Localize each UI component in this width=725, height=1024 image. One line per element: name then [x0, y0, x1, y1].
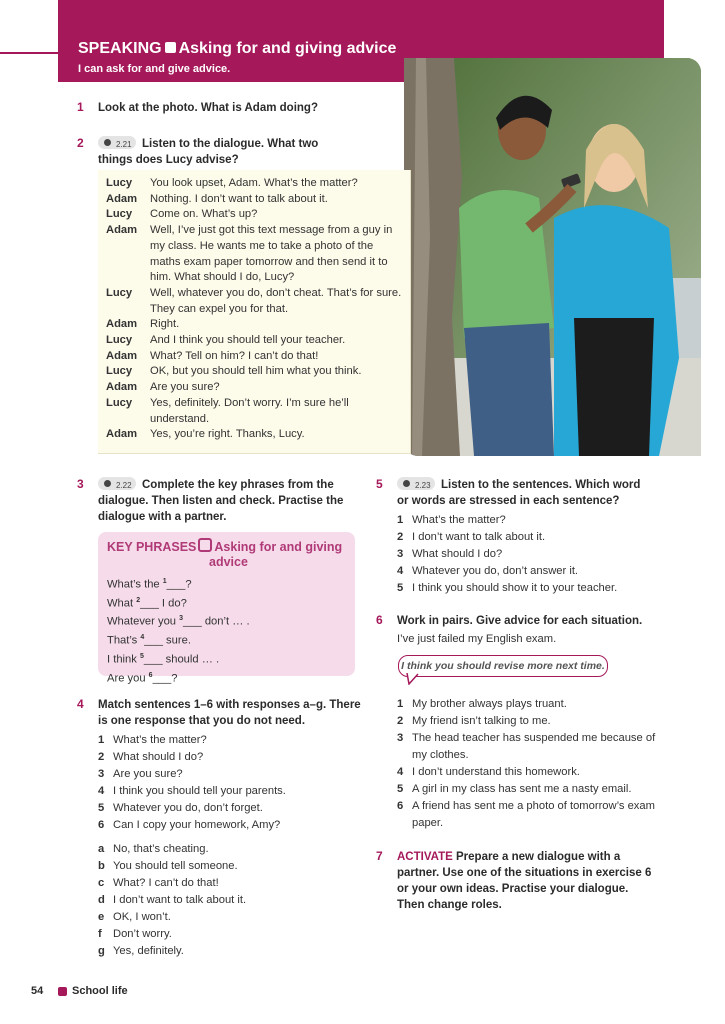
photo-adam-and-lucy — [404, 58, 701, 456]
speaker-name: Adam — [106, 428, 138, 441]
key-phrase — [107, 593, 250, 612]
item-number: f — [98, 928, 102, 940]
dialogue-line — [106, 176, 404, 192]
dialogue-box — [98, 170, 411, 454]
list-item — [397, 764, 659, 781]
item-text: I don’t understand this homework. — [412, 766, 580, 778]
track-number: 2.21 — [116, 140, 132, 149]
item-number: 1 — [98, 734, 105, 746]
phrase-text: I think — [107, 653, 140, 666]
item-text: Whatever you do, don’t forget. — [113, 802, 263, 814]
list-item — [397, 696, 659, 713]
list-item — [397, 781, 659, 798]
instruction-line: Listen to the dialogue. What two — [142, 138, 319, 150]
exercise-number: 1 — [77, 100, 84, 114]
exercise-6-instruction: Work in pairs. Give advice for each situation. — [397, 615, 643, 627]
dialogue-line — [106, 317, 404, 333]
dialogue-text: Right. — [150, 318, 180, 331]
dialogue-line — [106, 286, 404, 317]
instruction-line: dialogue with a partner. — [98, 511, 227, 523]
list-item — [98, 858, 368, 875]
instruction-line: things does Lucy advise? — [98, 154, 239, 166]
item-text: Can I copy your homework, Amy? — [113, 819, 281, 831]
gap-number: 5 — [139, 652, 144, 660]
instruction-line: Listen to the sentences. Which word — [441, 479, 641, 491]
instruction-line: Match sentences 1–6 with responses a–g. There — [98, 699, 361, 711]
phrase-text: ___ don’t … . — [183, 616, 250, 629]
item-text: What’s the matter? — [113, 734, 207, 746]
gap-number: 1 — [162, 578, 167, 585]
gap-number: 3 — [179, 615, 184, 623]
list-item — [98, 783, 368, 800]
item-number: 3 — [397, 548, 404, 560]
list-item — [397, 580, 667, 597]
item-text: What should I do? — [113, 751, 204, 763]
item-text: A girl in my class has sent me a nasty email. — [412, 783, 632, 795]
stress-sentence-list — [397, 512, 667, 597]
exercise-2-instruction — [98, 136, 398, 168]
item-number: 1 — [397, 698, 404, 710]
phrase-text: ___ sure. — [144, 634, 191, 647]
exercise-1-instruction: Look at the photo. What is Adam doing? — [98, 102, 318, 114]
item-number: 1 — [397, 514, 404, 526]
speaker-name: Lucy — [106, 334, 133, 347]
list-item — [98, 909, 368, 926]
dialogue-line — [106, 427, 404, 443]
phrase-text: Whatever you — [107, 616, 180, 629]
list-item — [98, 817, 368, 834]
item-number: 2 — [98, 751, 105, 763]
key-phrases-heading: Asking for and giving — [214, 540, 343, 554]
list-item — [397, 713, 659, 730]
item-text: What should I do? — [412, 548, 503, 560]
dialogue-text: Nothing. I don’t want to talk about it. — [150, 192, 328, 205]
exercise-number: 4 — [77, 697, 84, 711]
exercise-number: 3 — [77, 477, 84, 491]
phrase-text: ___? — [152, 672, 178, 685]
item-text: OK, I won’t. — [113, 911, 171, 923]
item-number: 5 — [98, 802, 105, 814]
speaker-name: Lucy — [106, 365, 133, 378]
dialogue-text: Well, I’ve just got this text message from a guy in my class. He wants me to take a photo of the maths exam paper tomorrow and then send it to him. What should I do, Lucy? — [150, 224, 393, 284]
dialogue-line — [106, 380, 404, 396]
key-phrases-heading-cont: advice — [209, 555, 248, 569]
key-phrase — [107, 649, 250, 668]
item-text: Whatever you do, don’t answer it. — [412, 565, 579, 577]
dialogue-line — [106, 333, 404, 349]
instruction-line: or words are stressed in each sentence? — [397, 495, 620, 507]
dialogue-line — [106, 223, 404, 286]
dialogue-text: What? Tell on him? I can’t do that! — [150, 349, 319, 362]
dialogue-text: Are you sure? — [150, 381, 220, 394]
instruction-line: Complete the key phrases from the — [142, 479, 334, 491]
list-item — [98, 875, 368, 892]
phrase-text: ___ I do? — [140, 597, 187, 610]
item-text: You should tell someone. — [113, 860, 238, 872]
key-phrases-label: KEY PHRASES — [107, 540, 197, 554]
list-item — [397, 798, 659, 832]
item-number: g — [98, 945, 105, 957]
audio-cd-icon[interactable] — [98, 477, 136, 490]
key-phrase — [107, 574, 250, 593]
square-icon — [58, 987, 67, 996]
header-rule — [0, 52, 58, 54]
list-item — [98, 732, 368, 749]
exercise-7-instruction — [397, 849, 667, 913]
speech-bubble: I think you should revise more next time. — [398, 655, 608, 677]
speaker-name: Adam — [106, 381, 138, 394]
exercise-number: 5 — [376, 477, 383, 491]
instruction-line: Then change roles. — [397, 899, 502, 911]
exercise-4-instruction — [98, 697, 368, 729]
list-item — [98, 841, 368, 858]
exercise-number: 2 — [77, 136, 84, 150]
item-text: A friend has sent me a photo of tomorrow’s exam paper. — [412, 800, 655, 829]
list-item — [98, 943, 368, 960]
instruction-line: dialogue. Then listen and check. Practise the — [98, 495, 344, 507]
situation-list — [397, 696, 659, 832]
item-text: No, that’s cheating. — [113, 843, 209, 855]
item-number: 6 — [98, 819, 105, 831]
item-number: 2 — [397, 531, 404, 543]
speaker-name: Adam — [106, 318, 138, 331]
item-text: My brother always plays truant. — [412, 698, 567, 710]
list-item — [98, 766, 368, 783]
dialogue-text: OK, but you should tell him what you think. — [150, 365, 362, 378]
audio-cd-icon[interactable] — [98, 136, 136, 149]
key-phrases-title — [107, 538, 347, 570]
section-title — [78, 40, 396, 58]
phrase-text: Are you — [107, 672, 149, 685]
track-number: 2.23 — [415, 481, 431, 490]
list-item — [98, 800, 368, 817]
item-number: 4 — [397, 565, 404, 577]
phrase-text: What — [107, 597, 137, 610]
dialogue-line — [106, 207, 404, 223]
audio-cd-icon[interactable] — [397, 477, 435, 490]
response-list — [98, 841, 368, 960]
item-number: 4 — [98, 785, 105, 797]
gap-number: 6 — [148, 671, 153, 679]
gap-number: 4 — [140, 634, 145, 642]
item-number: e — [98, 911, 105, 923]
exercise-3-instruction — [98, 477, 363, 525]
square-icon — [165, 42, 176, 53]
section-heading: Asking for and giving advice — [178, 40, 397, 57]
item-text: What? I can’t do that! — [113, 877, 219, 889]
speaker-name: Lucy — [106, 208, 133, 221]
phrase-text: ___? — [166, 578, 192, 591]
item-number: d — [98, 894, 105, 906]
item-number: b — [98, 860, 105, 872]
phrase-text: What’s the — [107, 578, 163, 591]
square-icon — [198, 538, 212, 552]
exercise-number: 6 — [376, 613, 383, 627]
item-number: c — [98, 877, 105, 889]
item-text: I think you should show it to your teacher. — [412, 582, 618, 594]
speaker-name: Lucy — [106, 177, 133, 189]
dialogue-text: Well, whatever you do, don’t cheat. That’s for sure. They can expel you for that. — [150, 286, 402, 315]
dialogue-line — [106, 349, 404, 365]
example-situation: I’ve just failed my English exam. — [397, 633, 557, 645]
exercise-number: 7 — [376, 849, 383, 863]
dialogue-text: Yes, definitely. Don’t worry. I’m sure he’ll understand. — [150, 396, 349, 425]
speaker-name: Lucy — [106, 286, 133, 299]
list-item — [397, 730, 659, 764]
dialogue-text: You look upset, Adam. What’s the matter? — [150, 177, 358, 189]
instruction-line: is one response that you do not need. — [98, 715, 306, 727]
list-item — [98, 892, 368, 909]
dialogue-text: Yes, you’re right. Thanks, Lucy. — [150, 428, 305, 441]
item-text: Yes, definitely. — [113, 945, 184, 957]
section-label: SPEAKING — [78, 40, 162, 57]
speaker-name: Adam — [106, 192, 138, 205]
sentence-list — [98, 732, 368, 834]
dialogue-text: And I think you should tell your teacher. — [150, 334, 346, 347]
item-text: I think you should tell your parents. — [113, 785, 286, 797]
page-number: 54 — [31, 985, 44, 997]
key-phrase — [107, 611, 250, 630]
item-number: 2 — [397, 715, 404, 727]
list-item — [98, 926, 368, 943]
dialogue-line — [106, 192, 404, 208]
item-text: I don’t want to talk about it. — [412, 531, 546, 543]
gap-number: 2 — [136, 596, 141, 604]
list-item — [397, 563, 667, 580]
dialogue-line — [106, 364, 404, 380]
item-text: What’s the matter? — [412, 514, 506, 526]
speech-bubble-tail-icon — [406, 673, 420, 685]
key-phrase — [107, 630, 250, 649]
list-item — [397, 546, 667, 563]
dialogue-line — [106, 396, 404, 427]
speaker-name: Lucy — [106, 396, 133, 409]
speaker-name: Adam — [106, 224, 138, 237]
exercise-5-instruction — [397, 477, 667, 509]
unit-name: School life — [72, 985, 128, 997]
item-number: 3 — [397, 732, 404, 744]
item-text: Are you sure? — [113, 768, 183, 780]
instruction-line: or your own ideas. Practise your dialogue. — [397, 883, 629, 895]
phrase-text: ___ should … . — [143, 653, 220, 666]
item-number: 5 — [397, 783, 404, 795]
item-number: 4 — [397, 766, 404, 778]
item-text: My friend isn’t talking to me. — [412, 715, 551, 727]
list-item — [397, 512, 667, 529]
list-item — [397, 529, 667, 546]
item-text: I don’t want to talk about it. — [113, 894, 247, 906]
phrase-text: That’s — [107, 634, 141, 647]
item-number: a — [98, 843, 105, 855]
item-text: The head teacher has suspended me because of my clothes. — [412, 732, 656, 761]
dialogue-text: Come on. What’s up? — [150, 208, 258, 221]
instruction-line: Prepare a new dialogue with a — [456, 851, 621, 863]
item-text: Don’t worry. — [113, 928, 172, 940]
activate-label: ACTIVATE — [397, 851, 453, 863]
speaker-name: Adam — [106, 349, 138, 362]
key-phrases-box — [98, 532, 355, 685]
instruction-line: partner. Use one of the situations in exercise 6 — [397, 867, 652, 879]
item-number: 6 — [397, 800, 404, 812]
list-item — [98, 749, 368, 766]
item-number: 3 — [98, 768, 105, 780]
item-number: 5 — [397, 582, 404, 594]
track-number: 2.22 — [116, 481, 132, 490]
section-subtitle: I can ask for and give advice. — [78, 63, 231, 75]
key-phrase — [107, 668, 250, 687]
